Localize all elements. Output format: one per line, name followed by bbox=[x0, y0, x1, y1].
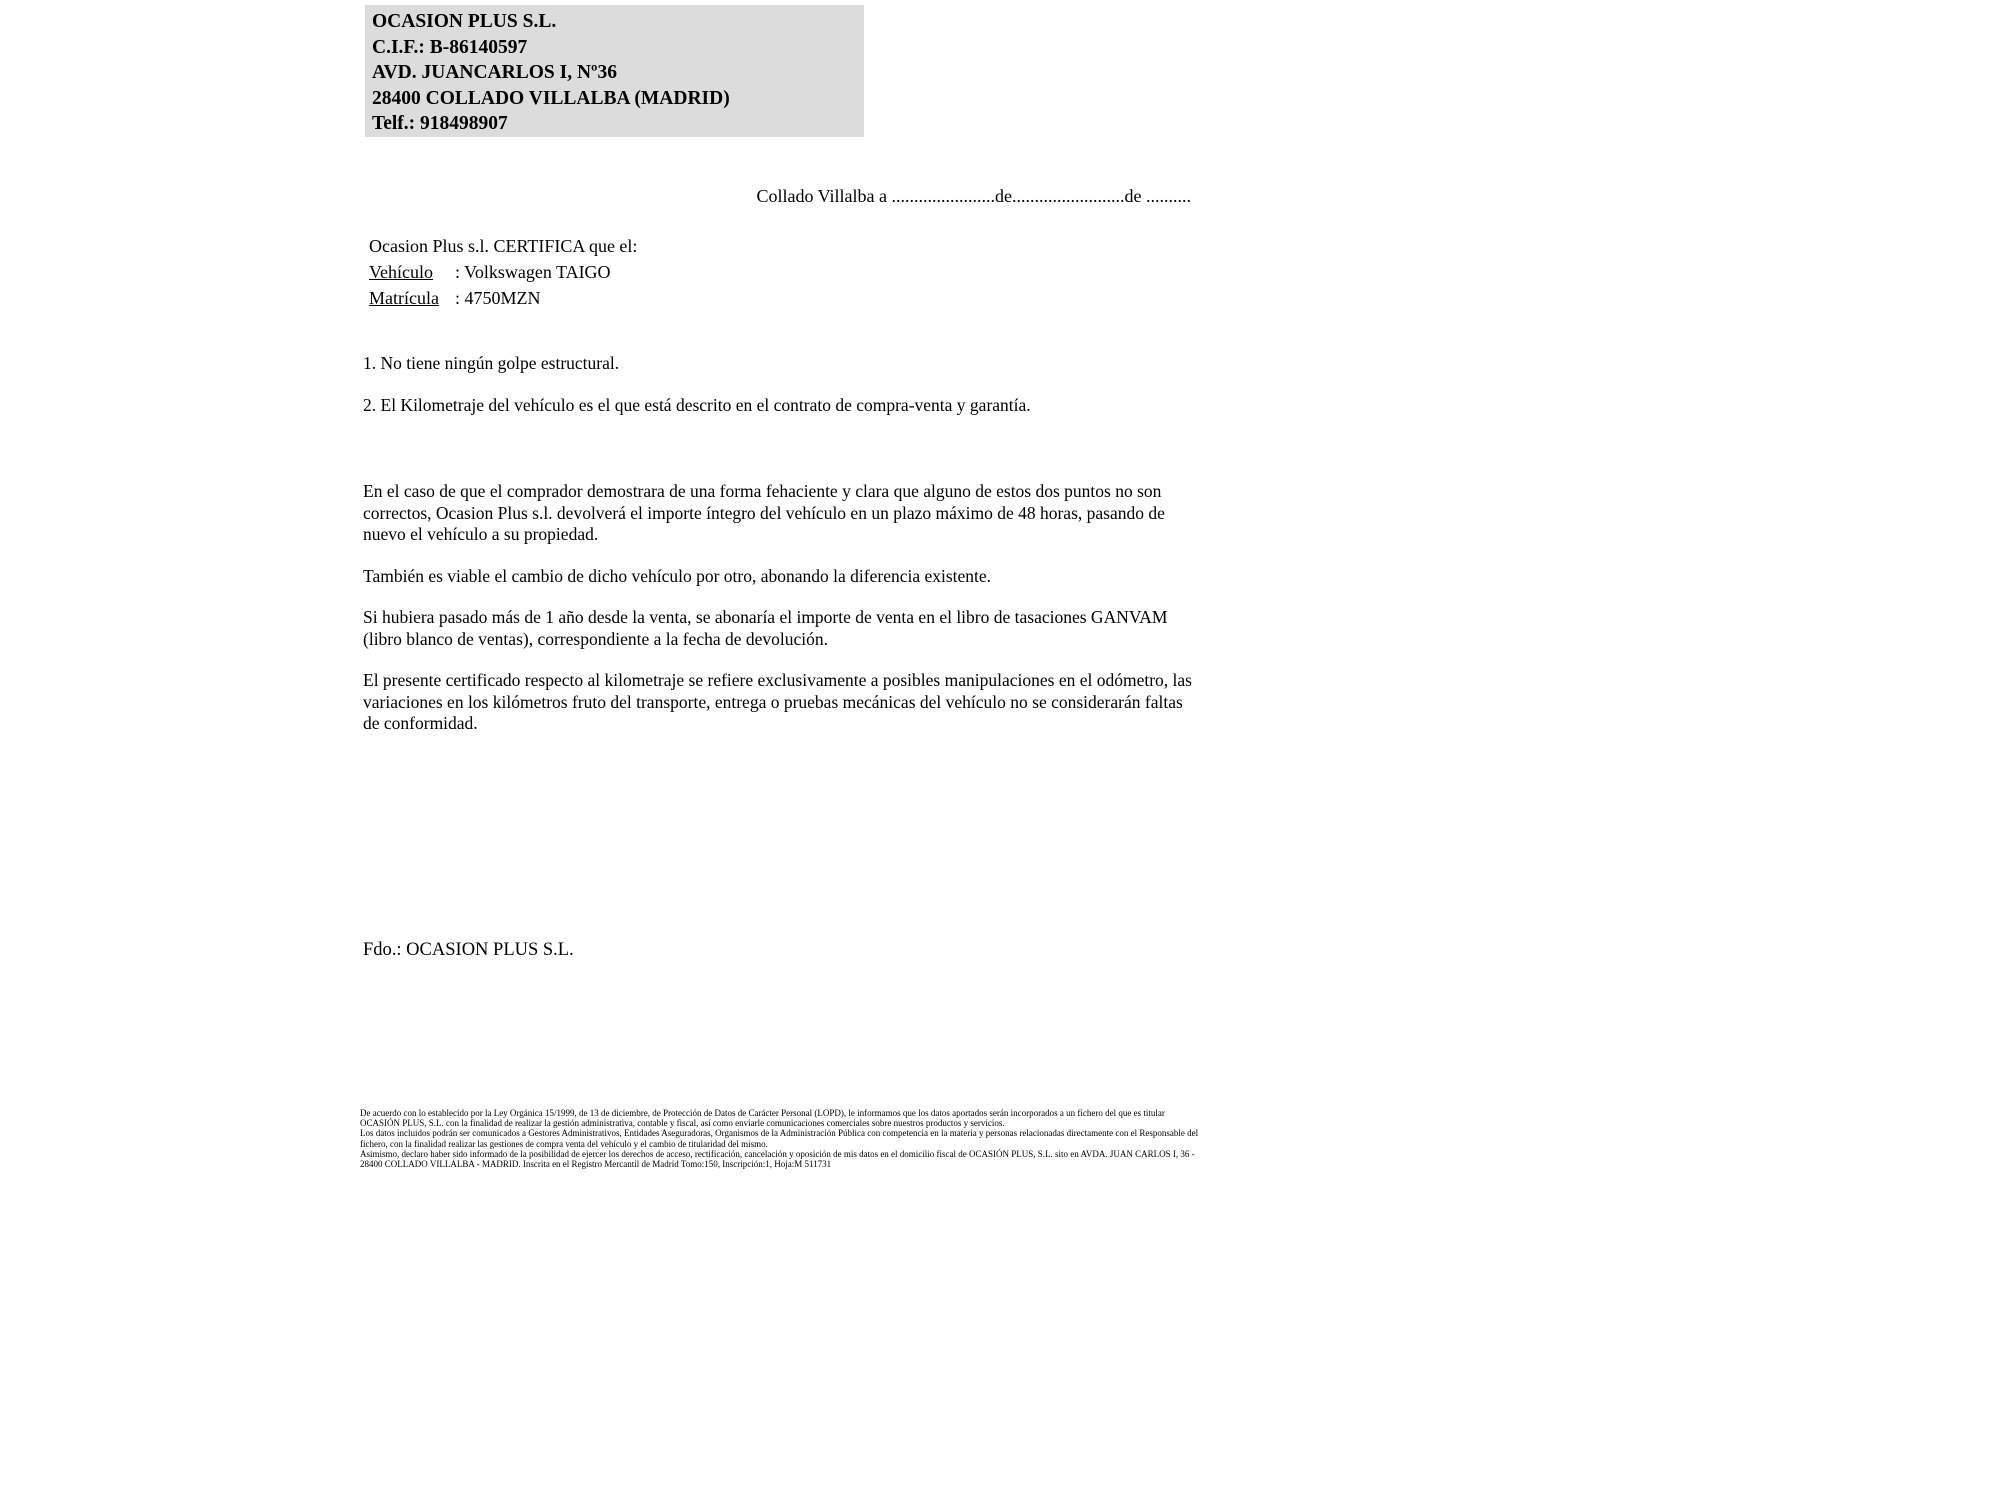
company-name: OCASION PLUS S.L. bbox=[372, 11, 557, 32]
condition-point-1: 1. No tiene ningún golpe estructural. bbox=[363, 353, 620, 373]
paragraph-odometer: El presente certificado respecto al kilometraje se refiere exclusivamente a posibles manipulaciones en el odómetro, las variaciones en los kilómetros fruto del transporte, entrega o pruebas mecánicas del vehículo no se considerarán faltas de conformidad. bbox=[363, 670, 1192, 733]
company-address: AVD. JUANCARLOS I, Nº36 bbox=[372, 62, 617, 83]
company-header bbox=[365, 5, 864, 137]
plate-value: : 4750MZN bbox=[455, 288, 541, 308]
vehicle-label: Vehículo bbox=[369, 262, 433, 282]
certificate-body bbox=[363, 481, 1193, 755]
legal-footer bbox=[360, 1108, 1205, 1169]
date-line: Collado Villalba a .......................de.........................de .......... bbox=[756, 186, 1191, 206]
company-phone: Telf.: 918498907 bbox=[372, 113, 508, 134]
vehicle-field bbox=[369, 259, 637, 285]
legal-paragraph-data-sharing: Los datos incluidos podrán ser comunicados a Gestores Administrativos, Entidades Aseguradoras, Organismos de la Administración Pública con competencia en la materia y personas relacionadas directamente con el Responsable del fichero, con la finalidad realizar las gestiones de compra venta del vehículo y el cambio de titularidad del mismo. bbox=[360, 1128, 1199, 1149]
condition-points bbox=[363, 353, 1203, 437]
signature-line: Fdo.: OCASION PLUS S.L. bbox=[363, 940, 574, 960]
paragraph-refund: En el caso de que el comprador demostrara de una forma fehaciente y clara que alguno de estos dos puntos no son correctos, Ocasion Plus s.l. devolverá el importe íntegro del vehículo en un plazo máximo de 48 horas, pasando de nuevo el vehículo a su propiedad. bbox=[363, 481, 1165, 544]
plate-field bbox=[369, 285, 637, 311]
condition-point-2: 2. El Kilometraje del vehículo es el que está descrito en el contrato de compra-venta y garantía. bbox=[363, 395, 1031, 415]
paragraph-exchange: También es viable el cambio de dicho vehículo por otro, abonando la diferencia existente. bbox=[363, 565, 992, 586]
legal-paragraph-rights: Asimismo, declaro haber sido informado de la posibilidad de ejercer los derechos de acceso, rectificación, cancelación y oposición de mis datos en el domicilio fiscal de OCASIÓN PLUS, S.L. sito en AVDA. JUAN CARLOS I, 36 - 28400 COLLADO VILLALBA - MADRID. Inscrita en el Registro Mercantil de Madrid Tomo:150, Inscripción:1, Hoja:M 511731 bbox=[360, 1148, 1195, 1170]
plate-label: Matrícula bbox=[369, 288, 439, 308]
vehicle-value: : Volkswagen TAIGO bbox=[455, 262, 611, 282]
company-postal-city: 28400 COLLADO VILLALBA (MADRID) bbox=[372, 87, 730, 109]
legal-paragraph-lopd: De acuerdo con lo establecido por la Ley Orgánica 15/1999, de 13 de diciembre, de Protección de Datos de Carácter Personal (LOPD), le informamos que los datos aportados serán incorporados a un fichero del que es titular OCASIÓN PLUS, S.L. con la finalidad de realizar la gestión administrativa, contable y fiscal, así como enviarle comunicaciones comerciales sobre nuestros productos y servicios. bbox=[360, 1108, 1165, 1129]
company-cif: C.I.F.: B-86140597 bbox=[372, 36, 528, 58]
certification-block bbox=[369, 233, 637, 311]
certification-intro: Ocasion Plus s.l. CERTIFICA que el: bbox=[369, 236, 638, 256]
paragraph-ganvam: Si hubiera pasado más de 1 año desde la venta, se abonaría el importe de venta en el libro de tasaciones GANVAM (libro blanco de ventas), correspondiente a la fecha de devolución. bbox=[363, 607, 1168, 649]
